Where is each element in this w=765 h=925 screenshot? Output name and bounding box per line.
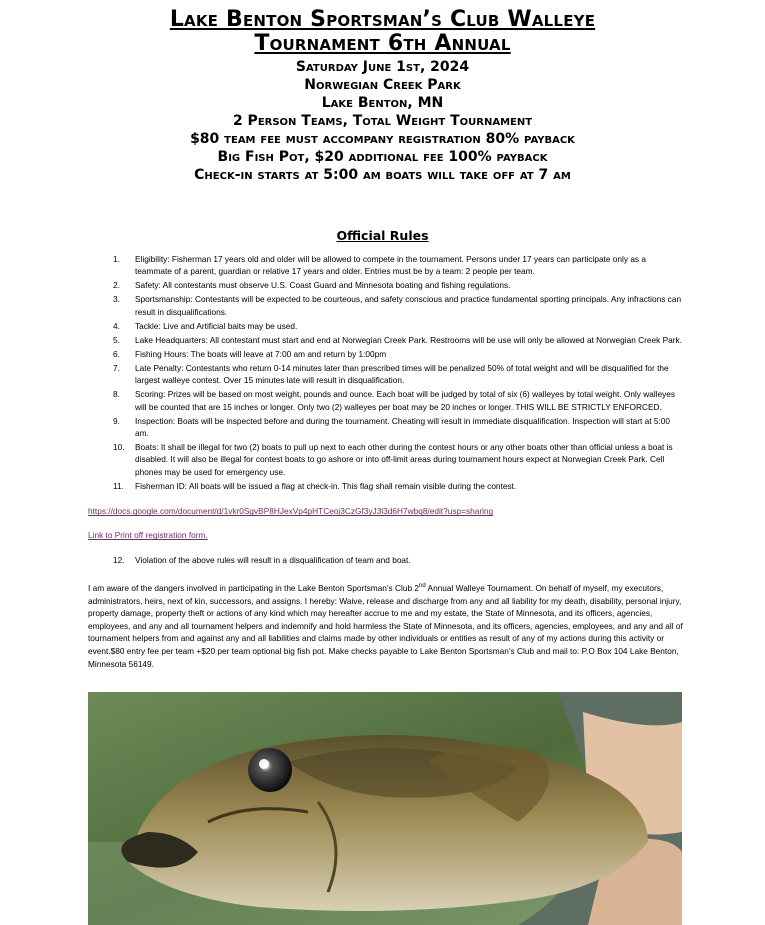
rule-item: 2. Safety: All contestants must observe U.S. Coast Guard and Minnesota boating and fishing regulations. — [113, 280, 511, 291]
title-line-1: Lake Benton Sportsman’s Club Walleye — [169, 7, 596, 32]
google-doc-link[interactable]: https://docs.google.com/document/d/1vkr0SgvBP8HJexVp4pHTCeoj3CzGf3yJ3l3d6H7wbq8/edit?usp=sharing — [88, 506, 494, 517]
rule-item: 6. Fishing Hours: The boats will leave at 7:00 am and return by 1:00pm — [113, 348, 387, 359]
waiver-paragraph: I am aware of the dangers involved in participating in the Lake Benton Sportsman’s Club 2nd Annual Walleye Tournament. On behalf of myself, my executors, administrators, heirs, next of kin, successors, and assigns. I hereby: Waive, release and discharge from any and all liability for my death, disability, personal injury, property damage, property theft or actions of any kind which may hereafter accrue to me and my estate, the State of Minnesota, and its officers, agencies, employees, and any and all tournament helpers and indemnify and hold harmless the State of Minnesota, and its officers, agencies, employees, and any and all of tournament helpers from and against any and all liabilities and claims made by other individuals or entities as result of any of my actions during this activity or event.$80 entry fee per team +$20 per team optional big fish pot. Make checks payable to Lake Benton Sportsman’s Club and mail to: P.O Box 104 Lake Benton, Minnesota 56149. — [88, 583, 683, 669]
event-date: Saturday June 1st, 2024 — [295, 59, 470, 75]
big-fish-pot: Big Fish Pot, $20 additional fee 100% payback — [217, 149, 548, 165]
rule-item: 11. Fisherman ID: All boats will be issued a flag at check-in. This flag shall remain visible during the contest. — [113, 480, 517, 491]
rule-item: 1. Eligibility: Fisherman 17 years old and older will be allowed to compete in the tournament. Persons under 17 years can participate only as a teammate of a parent, guardian or relative 17 years and older. Entries must be by a team: 2 people per team. — [113, 254, 646, 277]
rule-item: 5. Lake Headquarters: All contestant must start and end at Norwegian Creek Park. Restrooms will be use will only be allowed at Norwegian Creek Park. — [113, 334, 682, 345]
event-location: Norwegian Creek Park — [304, 77, 461, 93]
walleye-photo — [88, 692, 682, 925]
team-fee: $80 team fee must accompany registration 80% payback — [190, 131, 575, 147]
rule-item: 7. Late Penalty: Contestants who return 0-14 minutes later than prescribed times will be penalized 50% of total weight and will be disqualified for the largest walleye contest. Over 15 minutes late will result in disqualification. — [113, 362, 669, 386]
rule-item-12: 12. Violation of the above rules will result in a disqualification of team and boat. — [113, 555, 411, 566]
event-city: Lake Benton, MN — [321, 95, 444, 111]
header — [0, 0, 765, 184]
rule-item: 10. Boats: It shall be illegal for two (2) boats to pull up next to each other during the contest hours or any other boats other than official unless a boat is disabled. It will also be illegal for contest boats to go ashore or into off-limit areas during tournament hours expect at Norwegian Creek Park. Cell phones may be used for emergency use. — [113, 442, 673, 477]
team-format: 2 Person Teams, Total Weight Tournament — [232, 113, 533, 129]
rule-item: 8. Scoring: Prizes will be based on most weight, pounds and ounce. Each boat will be judged by total of six (6) walleyes by total weight. Only walleyes will be counted that are 15 inches or longer. Only two (2) walleyes per boat may be 20 inches or longer. THIS WILL BE STRICTLY ENFORCED. — [113, 389, 676, 412]
rule-item: 3. Sportsmanship: Contestants will be expected to be courteous, and safety conscious and practice fundamental sporting principals. Any infractions can result in disqualifications. — [113, 294, 682, 317]
rule-item: 4. Tackle: Live and Artificial baits may be used. — [113, 320, 298, 331]
check-in-time: Check-in starts at 5:00 am boats will take off at 7 am — [194, 167, 571, 183]
walleye-photo-image — [88, 692, 682, 925]
rules-title: Official Rules — [336, 228, 429, 243]
print-registration-link[interactable]: Link to Print off registration form. — [88, 530, 208, 541]
title-line-2: Tournament 6th Annual — [254, 31, 511, 56]
rule-item: 9. Inspection: Boats will be inspected before and during the tournament. Cheating will result in immediate disqualification. Inspection will start at 5:00 am. — [113, 415, 670, 439]
rules-list — [0, 253, 765, 492]
